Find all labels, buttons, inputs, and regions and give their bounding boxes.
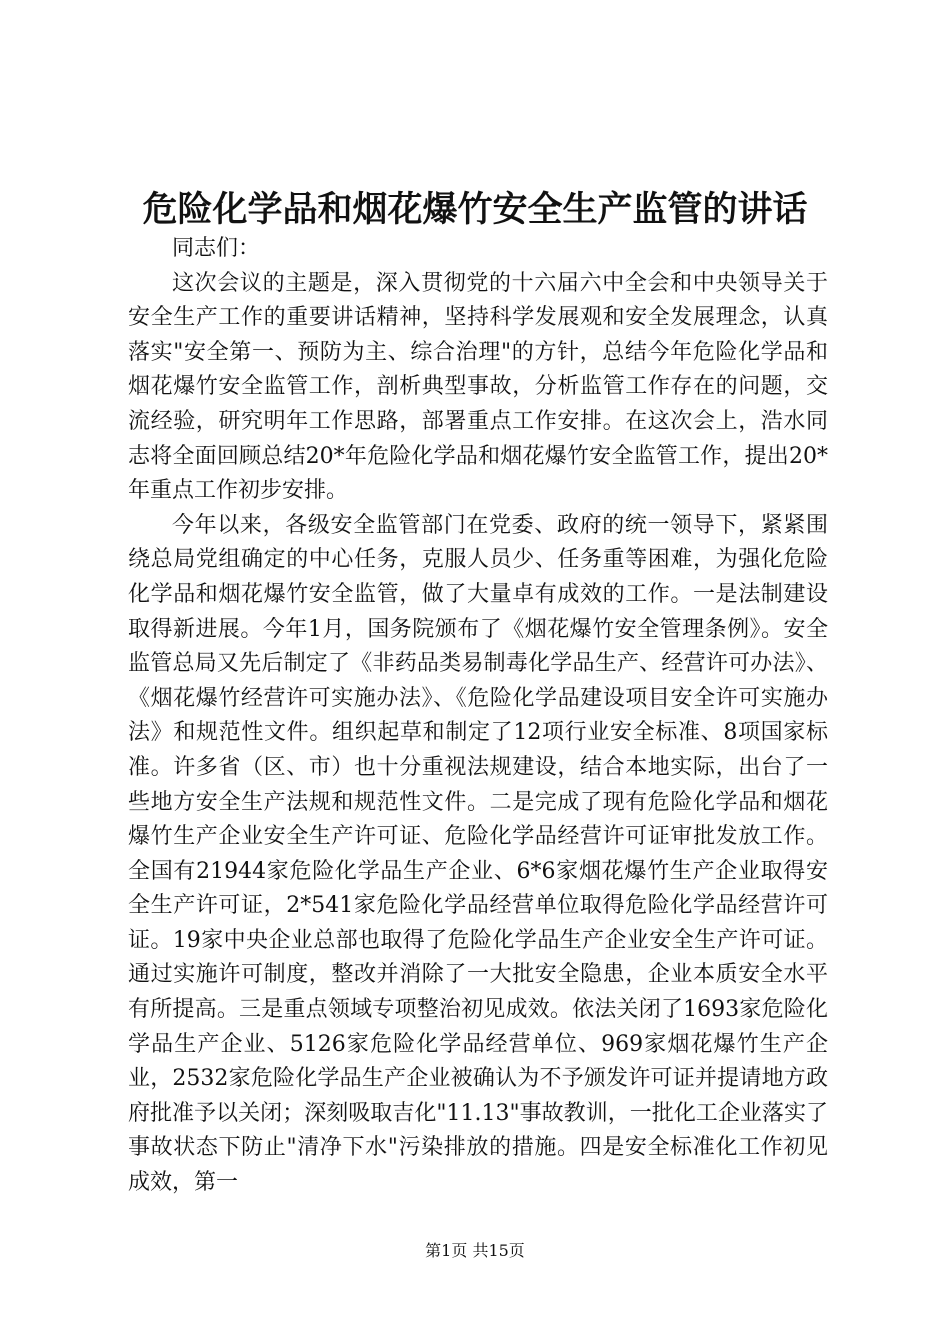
document-title: 危险化学品和烟花爆竹安全生产监管的讲话 [142, 189, 808, 230]
paragraph-1: 这次会议的主题是，深入贯彻党的十六届六中全会和中央领导关于安全生产工作的重要讲话精神，坚持科学发展观和安全发展理念，认真落实"安全第一、预防为主、综合治理"的方针，总结今年危险化学品和烟花爆竹安全监管工作，剖析典型事故，分析监管工作存在的问题，交流经验，研究明年工作思路，部署重点工作安排。在这次会上，浩水同志将全面回顾总结20*年危险化学品和烟花爆竹安全监管工作，提出20*年重点工作初步安排。 [128, 270, 828, 504]
salutation: 同志们： [172, 236, 261, 261]
document-body [128, 232, 828, 1201]
paragraph-2: 今年以来，各级安全监管部门在党委、政府的统一领导下，紧紧围绕总局党组确定的中心任务，克服人员少、任务重等困难，为强化危险化学品和烟花爆竹安全监管，做了大量卓有成效的工作。一是法制建设取得新进展。今年1月，国务院颁布了《烟花爆竹安全管理条例》。安全监管总局又先后制定了《非药品类易制毒化学品生产、经营许可办法》、《烟花爆竹经营许可实施办法》、《危险化学品建设项目安全许可实施办法》和规范性文件。组织起草和制定了12项行业安全标准、8项国家标准。许多省（区、市）也十分重视法规建设，结合本地实际，出台了一些地方安全生产法规和规范性文件。二是完成了现有危险化学品和烟花爆竹生产企业安全生产许可证、危险化学品经营许可证审批发放工作。全国有21944家危险化学品生产企业、6*6家烟花爆竹生产企业取得安全生产许可证，2*541家危险化学品经营单位取得危险化学品经营许可证。19家中央企业总部也取得了危险化学品生产企业安全生产许可证。通过实施许可制度，整改并消除了一大批安全隐患，企业本质安全水平有所提高。三是重点领域专项整治初见成效。依法关闭了1693家危险化学品生产企业、5126家危险化学品经营单位、969家烟花爆竹生产企业，2532家危险化学品生产企业被确认为不予颁发许可证并提请地方政府批准予以关闭；深刻吸取吉化"11.13"事故教训，一批化工企业落实了事故状态下防止"清净下水"污染排放的措施。四是安全标准化工作初见成效，第一 [128, 512, 828, 1196]
page-number-footer: 第1页 共15页 [425, 1241, 525, 1260]
